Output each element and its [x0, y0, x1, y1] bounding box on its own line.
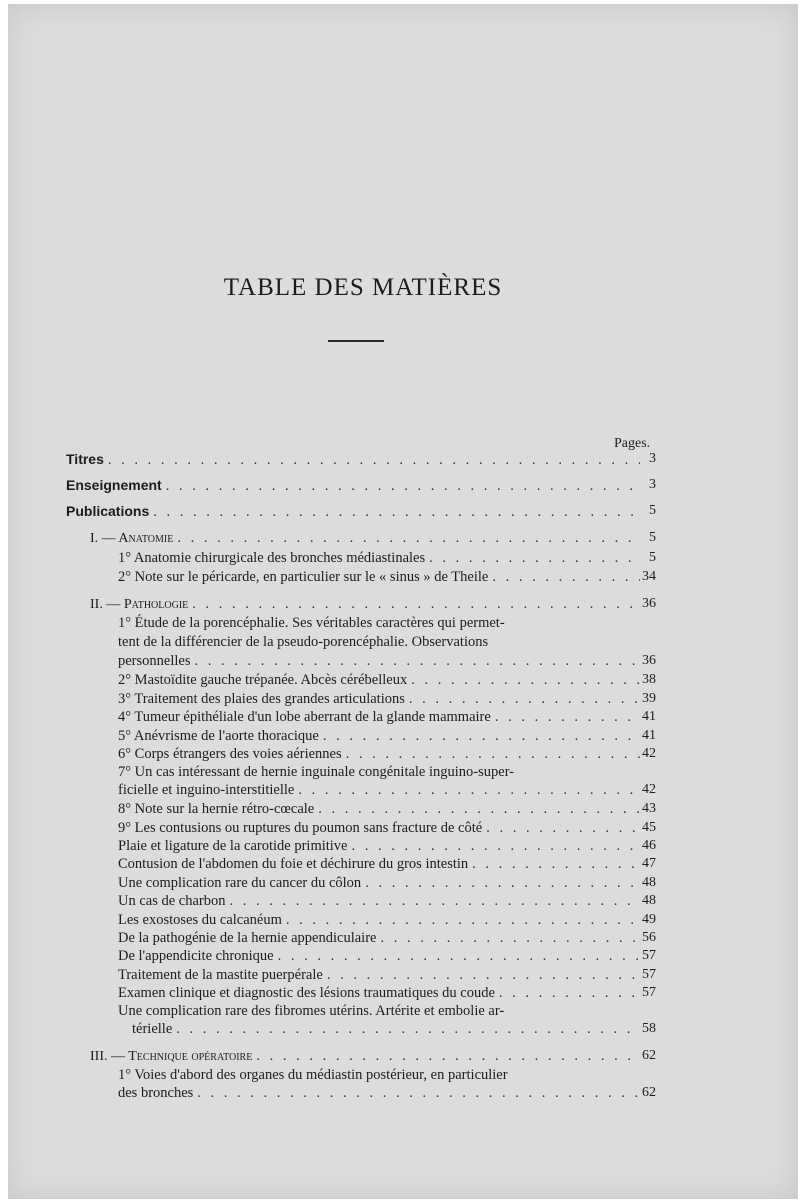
toc-entry-titres — [66, 451, 656, 471]
toc-entry — [118, 782, 656, 802]
toc-entry-enseignement — [66, 477, 656, 497]
toc-section-pathologie — [90, 596, 656, 616]
dot-leader — [346, 746, 640, 763]
dot-leader — [352, 838, 641, 855]
toc-entry — [118, 569, 656, 589]
toc-page-number: 48 — [642, 875, 656, 890]
toc-entry — [118, 930, 656, 950]
dot-leader — [177, 530, 640, 547]
toc-page-number: 5 — [649, 503, 656, 518]
toc-entry — [118, 691, 656, 711]
toc-entry-label: Publications — [66, 503, 150, 519]
dot-leader — [197, 1085, 640, 1102]
dot-leader — [365, 875, 640, 892]
toc-entry-label: Titres — [66, 451, 104, 467]
toc-entry — [118, 746, 656, 766]
toc-entry — [118, 728, 656, 748]
toc-section-anatomie — [90, 530, 656, 550]
document-page — [8, 4, 798, 1199]
dot-leader — [176, 1021, 640, 1038]
toc-entry-label: Enseignement — [66, 477, 162, 493]
toc-entry — [118, 875, 656, 895]
toc-page-number: 48 — [642, 893, 656, 908]
toc-entry-line: 1° Voies d'abord des organes du médiastin postérieur, en particulier — [118, 1067, 508, 1083]
toc-page-number: 34 — [642, 569, 656, 584]
dot-leader — [327, 967, 640, 984]
toc-page-number: 41 — [642, 728, 656, 743]
toc-page-number: 42 — [642, 746, 656, 761]
toc-entry — [118, 856, 656, 876]
dot-leader — [286, 912, 640, 929]
dot-leader — [194, 653, 640, 670]
pages-column-header: Pages. — [614, 436, 651, 451]
toc-entry-publications — [66, 503, 656, 523]
toc-page-number: 57 — [642, 967, 656, 982]
toc-entry-line: Une complication rare des fibromes utérins. Artérite et embolie ar- — [118, 1003, 505, 1019]
toc-entry — [118, 550, 656, 570]
toc-page-number: 3 — [649, 451, 656, 466]
toc-entry — [132, 1021, 656, 1041]
toc-entry — [118, 820, 656, 840]
toc-entry-label: 4° Tumeur épithéliale d'un lobe aberrant de la glande mammaire — [118, 709, 491, 725]
toc-entry-label: térielle — [132, 1021, 173, 1037]
toc-entry — [118, 801, 656, 821]
toc-entry-label: 8° Note sur la hernie rétro-cœcale — [118, 801, 315, 817]
toc-page-number: 47 — [642, 856, 656, 871]
toc-entry-line: 1° Étude de la porencéphalie. Ses véritables caractères qui permet- — [118, 615, 505, 631]
toc-entry-label: 6° Corps étrangers des voies aériennes — [118, 746, 342, 762]
toc-entry — [118, 967, 656, 987]
toc-entry-line: 7° Un cas intéressant de hernie inguinale congénitale inguino-super- — [118, 764, 515, 780]
toc-entry-label: Les exostoses du calcanéum — [118, 912, 282, 928]
dot-leader — [153, 504, 640, 521]
toc-entry-label: De l'appendicite chronique — [118, 948, 274, 964]
dot-leader — [108, 452, 640, 469]
toc-entry-label: 9° Les contusions ou ruptures du poumon sans fracture de côté — [118, 820, 483, 836]
toc-entry-label: III. — Technique opératoire — [90, 1049, 253, 1064]
dot-leader — [256, 1048, 640, 1065]
dot-leader — [409, 691, 640, 708]
toc-entry-label: De la pathogénie de la hernie appendiculaire — [118, 930, 377, 946]
toc-page-number: 36 — [642, 653, 656, 668]
toc-entry-label: Une complication rare du cancer du côlon — [118, 875, 362, 891]
toc-entry — [118, 985, 656, 1005]
toc-entry — [118, 653, 656, 673]
toc-entry-label: I. — Anatomie — [90, 531, 174, 546]
toc-entry-label: Traitement de la mastite puerpérale — [118, 967, 323, 983]
toc-page-number: 58 — [642, 1021, 656, 1036]
toc-page-number: 42 — [642, 782, 656, 797]
toc-entry-label: 2° Mastoïdite gauche trépanée. Abcès cérébelleux — [118, 672, 408, 688]
toc-page-number: 5 — [649, 530, 656, 545]
toc-entry — [118, 709, 656, 729]
toc-page-number: 46 — [642, 838, 656, 853]
toc-entry-label: II. — Pathologie — [90, 597, 189, 612]
toc-page-number: 43 — [642, 801, 656, 816]
toc-page-number: 57 — [642, 985, 656, 1000]
toc-page-number: 36 — [642, 596, 656, 611]
toc-entry-label: Contusion de l'abdomen du foie et déchirure du gros intestin — [118, 856, 469, 872]
toc-entry-label: 2° Note sur le péricarde, en particulier sur le « sinus » de Theile — [118, 569, 489, 585]
toc-page-number: 39 — [642, 691, 656, 706]
toc-entry — [118, 948, 656, 968]
toc-page-number: 62 — [642, 1048, 656, 1063]
dot-leader — [166, 478, 640, 495]
toc-page-number: 41 — [642, 709, 656, 724]
title-rule — [328, 340, 384, 342]
toc-entry-label: des bronches — [118, 1085, 194, 1101]
toc-page-number: 45 — [642, 820, 656, 835]
toc-entry — [118, 838, 656, 858]
toc-page-number: 5 — [649, 550, 656, 565]
toc-entry-line: tent de la différencier de la pseudo-porencéphalie. Observations — [118, 634, 489, 650]
toc-page-number: 3 — [649, 477, 656, 492]
dot-leader — [192, 596, 640, 613]
toc-entry-label: personnelles — [118, 653, 191, 669]
toc-entry-label: Un cas de charbon — [118, 893, 226, 909]
toc-entry — [118, 1085, 656, 1105]
dot-leader — [318, 801, 640, 818]
dot-leader — [411, 672, 640, 689]
dot-leader — [230, 893, 641, 910]
toc-entry-label: 3° Traitement des plaies des grandes articulations — [118, 691, 405, 707]
toc-entry-label: ficielle et inguino-interstitielle — [118, 782, 295, 798]
dot-leader — [323, 728, 640, 745]
toc-entry-label: Examen clinique et diagnostic des lésions traumatiques du coude — [118, 985, 495, 1001]
dot-leader — [472, 856, 640, 873]
toc-page-number: 56 — [642, 930, 656, 945]
dot-leader — [298, 782, 640, 799]
toc-section-technique-operatoire — [90, 1048, 656, 1068]
toc-entry — [118, 672, 656, 692]
toc-page-number: 38 — [642, 672, 656, 687]
toc-page-number: 49 — [642, 912, 656, 927]
dot-leader — [429, 550, 640, 567]
toc-entry-label: Plaie et ligature de la carotide primitive — [118, 838, 348, 854]
page-title: TABLE DES MATIÈRES — [223, 274, 503, 301]
toc-entry-label: 5° Anévrisme de l'aorte thoracique — [118, 728, 319, 744]
toc-page-number: 62 — [642, 1085, 656, 1100]
dot-leader — [380, 930, 640, 947]
toc-page-number: 57 — [642, 948, 656, 963]
toc-entry-label: 1° Anatomie chirurgicale des bronches médiastinales — [118, 550, 426, 566]
toc-entry — [118, 912, 656, 932]
toc-entry — [118, 893, 656, 913]
dot-leader — [278, 948, 640, 965]
